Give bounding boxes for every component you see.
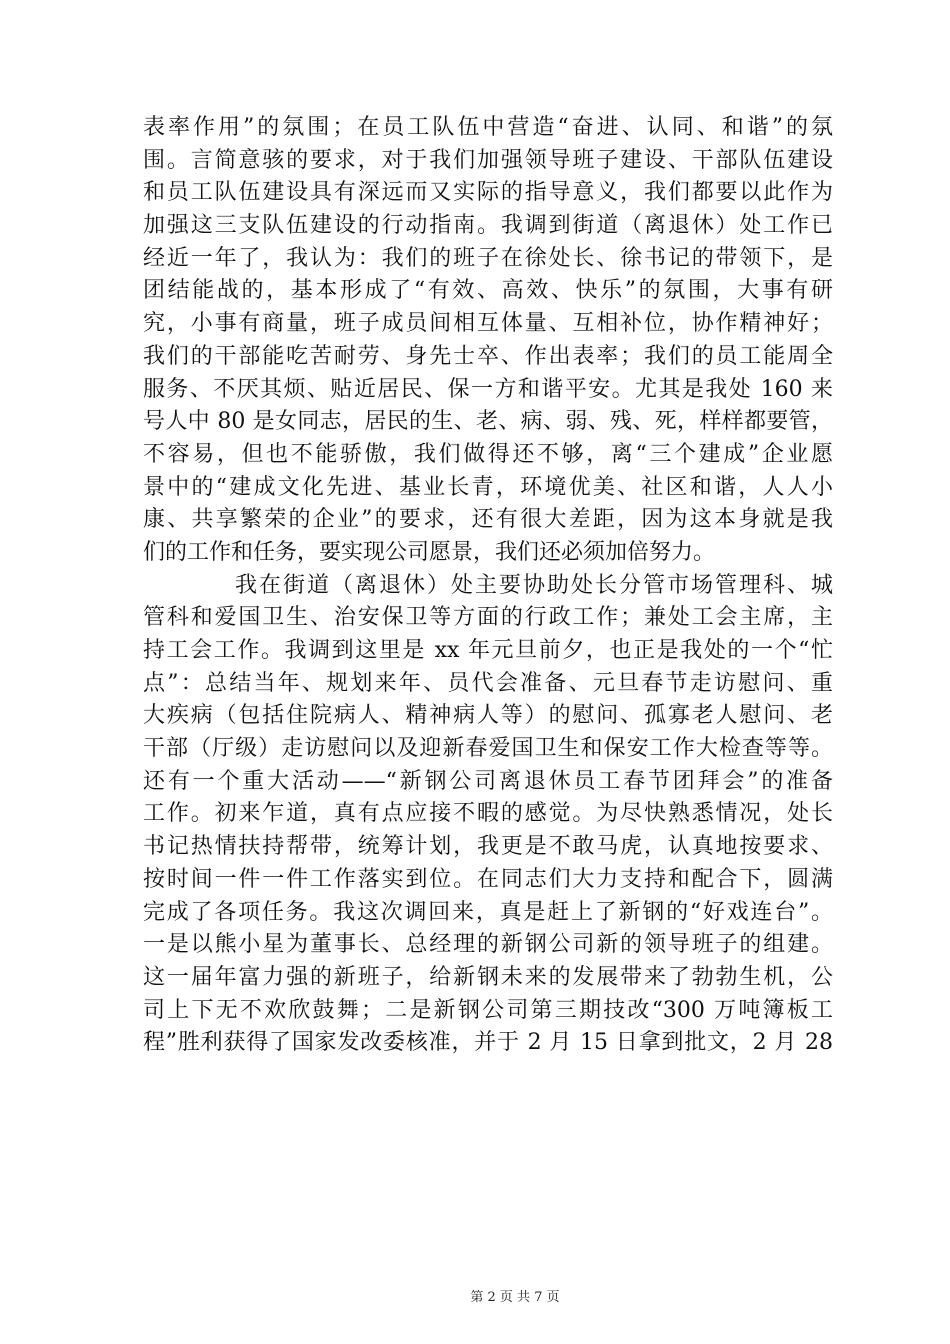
text-line: 景中的“建成文化先进、基业长青，环境优美、社区和谐，人人小 — [143, 474, 833, 500]
text-line: 表率作用”的氛围；在员工队伍中营造“奋进、认同、和谐”的氛 — [143, 115, 833, 140]
page-number-footer: 第 2 页 共 7 页 — [470, 1290, 560, 1305]
text-line: 们的工作和任务，要实现公司愿景，我们还必须加倍努力。 — [143, 539, 716, 565]
text-line: 康、共享繁荣的企业”的要求，还有很大差距，因为这本身就是我 — [143, 507, 833, 533]
body-text — [143, 112, 833, 1060]
text-line: 按时间一件一件工作落实到位。在同志们大力支持和配合下，圆满 — [143, 866, 833, 892]
text-line: 这一届年富力强的新班子，给新钢未来的发展带来了勃勃生机，公 — [143, 964, 833, 990]
text-line: 工作。初来乍道，真有点应接不暇的感觉。为尽快熟悉情况，处长 — [143, 801, 833, 827]
text-line: 团结能战的，基本形成了“有效、高效、快乐”的氛围，大事有研 — [143, 278, 833, 304]
text-line: 我在街道（离退休）处主要协助处长分管市场管理科、城 — [235, 572, 833, 598]
text-line: 不容易，但也不能骄傲，我们做得还不够，离“三个建成”企业愿 — [143, 441, 833, 467]
text-line: 服务、不厌其烦、贴近居民、保一方和谐平安。尤其是我处 160 来 — [143, 376, 833, 402]
text-line: 点”：总结当年、规划来年、员代会准备、元旦春节走访慰问、重 — [143, 670, 833, 696]
text-line: 经近一年了，我认为：我们的班子在徐处长、徐书记的带领下，是 — [143, 245, 833, 271]
text-line: 程”胜利获得了国家发改委核准，并于 2 月 15 日拿到批文，2 月 28 — [143, 1030, 833, 1056]
text-line: 完成了各项任务。我这次调回来，真是赶上了新钢的“好戏连台”。 — [143, 899, 833, 925]
paragraph-2 — [143, 570, 833, 1060]
text-line: 我们的干部能吃苦耐劳、身先士卒、作出表率；我们的员工能周全 — [143, 343, 833, 369]
text-line: 围。言简意骇的要求，对于我们加强领导班子建设、干部队伍建设 — [143, 147, 833, 173]
text-line: 还有一个重大活动——“新钢公司离退休员工春节团拜会”的准备 — [143, 768, 833, 794]
text-line: 究，小事有商量，班子成员间相互体量、互相补位，协作精神好； — [143, 311, 833, 337]
text-line: 一是以熊小星为董事长、总经理的新钢公司新的领导班子的组建。 — [143, 932, 833, 958]
text-line: 管科和爱国卫生、治安保卫等方面的行政工作；兼处工会主席，主 — [143, 605, 833, 631]
text-line: 加强这三支队伍建设的行动指南。我调到街道（离退休）处工作已 — [143, 213, 833, 239]
text-line: 干部（厅级）走访慰问以及迎新春爱国卫生和保安工作大检查等等。 — [143, 736, 833, 762]
text-line: 书记热情扶持帮带，统筹计划，我更是不敢马虎，认真地按要求、 — [143, 834, 833, 860]
text-line: 和员工队伍建设具有深远而又实际的指导意义，我们都要以此作为 — [143, 180, 833, 206]
paragraph-1 — [143, 112, 833, 570]
text-line: 持工会工作。我调到这里是 xx 年元旦前夕，也正是我处的一个“忙 — [143, 638, 833, 663]
text-line: 号人中 80 是女同志，居民的生、老、病、弱、残、死，样样都要管， — [143, 409, 833, 435]
text-line: 大疾病（包括住院病人、精神病人等）的慰问、孤寡老人慰问、老 — [143, 703, 833, 729]
text-line: 司上下无不欢欣鼓舞；二是新钢公司第三期技改“300 万吨簿板工 — [143, 997, 833, 1023]
